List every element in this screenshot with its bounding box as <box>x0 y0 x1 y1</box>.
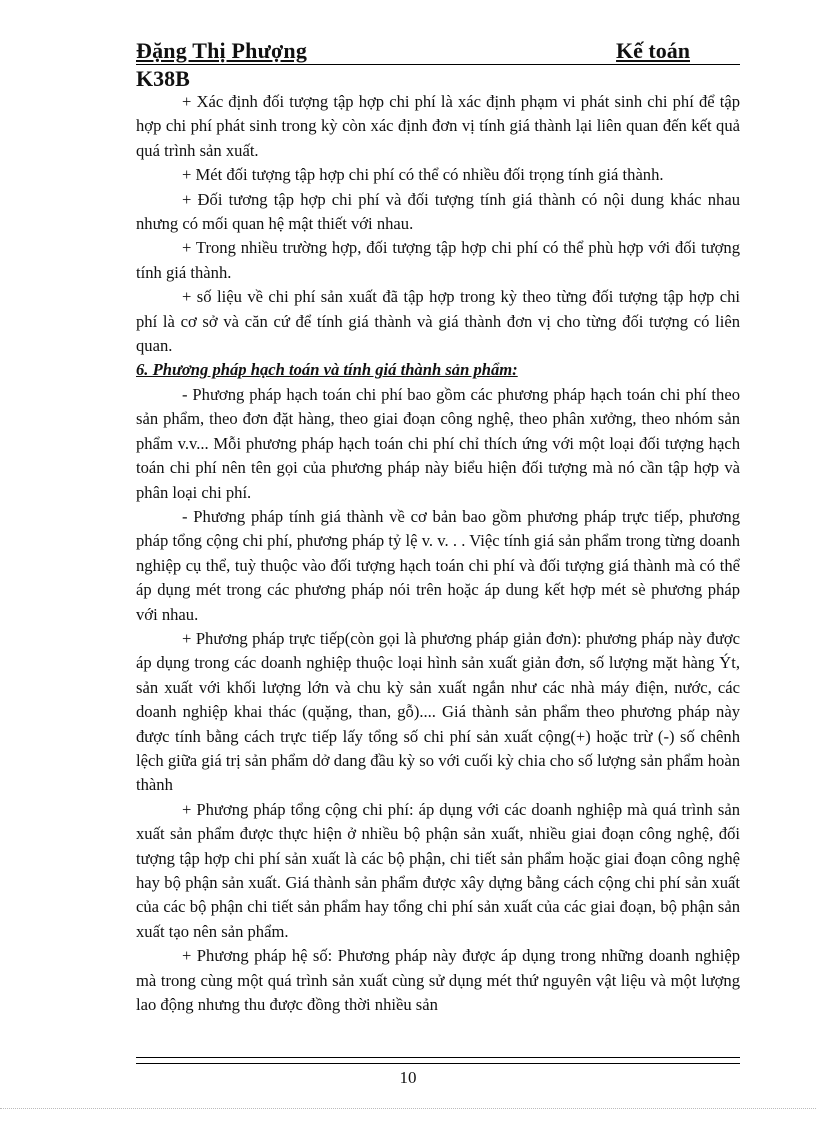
section-heading-line <box>136 358 740 382</box>
paragraph: + Mét đối tượng tập hợp chi phí có thể có nhiều đối trọng tính giá thành. <box>182 165 664 185</box>
paragraph: - Phương pháp tính giá thành về cơ bản bao gồm phương pháp trực tiếp, phương pháp tổng cộng chi phí, phương pháp tỷ lệ v. v. . . Việc tính giá sản phẩm trong từng doanh nghiệp cụ thể, tuỳ thuộc vào đối tượng hạch toán chi phí và đối tượng giá thành mà có thể áp dụng mét trong các phương pháp nói trên hoặc áp dung kết hợp mét sè phương pháp với nhau. <box>136 506 740 624</box>
paragraph: + số liệu về chi phí sản xuất đã tập hợp trong kỳ theo từng đối tượng tập hợp chi phí là cơ sở và căn cứ để tính giá thành và giá thành đơn vị cho từng đối tượng có liên quan. <box>136 287 740 356</box>
paragraph: + Trong nhiều trường hợp, đối tượng tập hợp chi phí có thể phù hợp với đối tượng tính giá thành. <box>136 238 740 282</box>
author-name: Đặng Thị Phượng <box>136 38 308 63</box>
paragraph: + Đối tương tập hợp chi phí và đối tượng tính giá thành có nội dung khác nhau nhưng có mối quan hệ mật thiết với nhau. <box>136 189 740 234</box>
section-heading: 6. Phương pháp hạch toán và tính giá thành sản phẩm: <box>136 360 518 380</box>
page-edge-divider <box>0 1108 816 1109</box>
page-header <box>136 38 740 65</box>
footer-rule <box>136 1057 740 1064</box>
subject-title: Kế toán <box>616 38 690 63</box>
document-body <box>136 90 740 1017</box>
paragraph: + Phương pháp tổng cộng chi phí: áp dụng với các doanh nghiệp mà quá trình sản xuất sản phẩm được thực hiện ở nhiều bộ phận sản xuất, nhiều giai đoạn công nghệ, đối tượng tập hợp chi phí sản xuất là các bộ phận, chi tiết sản phẩm hoặc giai đoạn công nghệ hay bộ phận sản xuất. Giá thành sản phẩm được xây dựng bằng cách cộng chi phí sản xuất của các bộ phận chi tiết sản phẩm hay tổng chi phí sản xuất của các giai đoạn, bộ phận sản xuất tạo nên sản phẩm. <box>136 799 740 941</box>
page-number: 10 <box>399 1068 417 1087</box>
paragraph: + Xác định đối tượng tập hợp chi phí là xác định phạm vi phát sinh chi phí để tập hợp chi phí phát sinh trong kỳ còn xác định đơn vị tính giá thành lại liên quan đến kết quả quá trình sản xuất. <box>136 92 740 160</box>
paragraph: + Phương pháp trực tiếp(còn gọi là phương pháp giản đơn): phương pháp này được áp dụng trong các doanh nghiệp thuộc loại hình sản xuất giản đơn, số lượng mặt hàng Ýt, sản xuất với khối lượng lớn và chu kỳ sản xuất ngắn như các nhà máy điện, nước, các doanh nghiệp khai thác (quặng, than, gỗ).... Giá thành sản phẩm theo phương pháp này được tính bằng cách trực tiếp lấy tổng số chi phí sản xuất cộng(+) hoặc trừ (-) số chênh lệch giữa giá trị sản phẩm dở dang đầu kỳ so với cuối kỳ chia cho số lượng sản phẩm hoàn thành <box>136 628 740 795</box>
paragraph: - Phương pháp hạch toán chi phí bao gồm các phương pháp hạch toán chi phí theo sản phẩm, theo đơn đặt hàng, theo giai đoạn công nghệ, theo phân xưởng, theo nhóm sản phẩm v.v... Mỗi phương pháp hạch toán chi phí chỉ thích ứng với một loại đối tượng hạch toán chi phí nên tên gọi của phương pháp này biểu hiện đối tượng mà nó cần tập hợp và phân loại chi phí. <box>136 384 740 502</box>
paragraph: + Phương pháp hệ số: Phương pháp này được áp dụng trong những doanh nghiệp mà trong cùng một quá trình sản xuất cùng sử dụng mét thứ nguyên vật liệu và một lượng lao động nhưng thu được đồng thời nhiều sản <box>136 946 740 1015</box>
class-code: K38B <box>136 66 190 91</box>
